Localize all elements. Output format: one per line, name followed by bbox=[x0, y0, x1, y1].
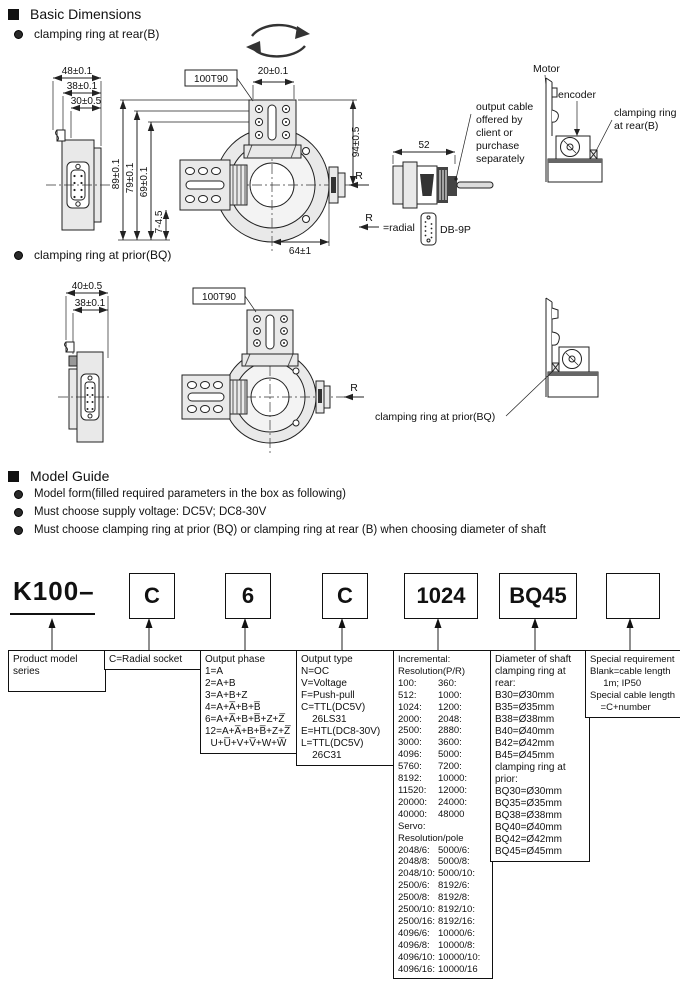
desc-output-phase bbox=[200, 650, 300, 754]
text-line: prior: bbox=[495, 774, 518, 785]
text-line: 40000: 48000 bbox=[398, 808, 465, 820]
text-line: 20000: 24000: bbox=[398, 796, 468, 808]
guide-bullet-3-text: Must choose clamping ring at prior (BQ) or clamping ring at rear (B) when choosing diameter of shaft bbox=[34, 524, 546, 536]
radial-legend-text: =radial bbox=[383, 222, 415, 234]
dim-94: 94±0.5 bbox=[351, 126, 362, 158]
text-line: N=OC bbox=[301, 666, 330, 677]
text-line: 2500/8: 8192/8: bbox=[398, 892, 470, 904]
section-model-guide bbox=[8, 468, 109, 484]
text-line: 26C31 bbox=[301, 750, 342, 761]
cable-note-line2: offered by bbox=[476, 114, 523, 126]
guide-bullet-2 bbox=[14, 506, 266, 518]
text-line: Servo: bbox=[398, 820, 426, 832]
text-line: BQ40=Ø40mm bbox=[495, 822, 562, 833]
text-line: Product model bbox=[13, 654, 78, 665]
text-line: BQ45=Ø45mm bbox=[495, 846, 562, 857]
text-line: Resolution(P/R) bbox=[398, 665, 466, 677]
cable-note-line3: client or bbox=[476, 127, 513, 139]
text-line: 2500: 2880: bbox=[398, 725, 462, 737]
desc-shaft-diameter bbox=[490, 650, 590, 862]
radial-legend-r: R bbox=[365, 212, 373, 224]
text-line: 4096/8: 10000/8: bbox=[398, 939, 475, 951]
dim-7-4-5: 7-4.5 bbox=[154, 210, 165, 234]
text-line: B40=Ø40mm bbox=[495, 726, 555, 737]
text-line: =C+number bbox=[590, 702, 651, 713]
text-line: B35=Ø35mm bbox=[495, 702, 555, 713]
clamp-prior-annotation: clamping ring at prior(BQ) bbox=[375, 411, 496, 423]
text-line: rear: bbox=[495, 678, 516, 689]
text-line: Special cable length bbox=[590, 690, 676, 701]
text-line: 2048/6: 5000/6: bbox=[398, 844, 470, 856]
text-line: 4096/6: 10000/6: bbox=[398, 927, 475, 939]
text-line: 2500/10: 8192/10: bbox=[398, 904, 475, 916]
text-line: clamping ring at bbox=[495, 666, 566, 677]
text-line: 2048/8: 5000/8: bbox=[398, 856, 470, 868]
dim-38: 38±0.1 bbox=[66, 81, 98, 92]
desc-special-requirement bbox=[585, 650, 680, 718]
text-line: 2=A+B bbox=[205, 678, 236, 689]
bullet-prior-label: clamping ring at prior(BQ) bbox=[34, 248, 172, 262]
text-line: C=Radial socket bbox=[109, 654, 183, 665]
model-arrows bbox=[0, 608, 680, 654]
front-view-prior bbox=[182, 288, 364, 453]
text-line: 4096/16: 10000/16 bbox=[398, 963, 478, 975]
front-view-rear bbox=[111, 66, 369, 257]
text-line: 3=A+B+Z bbox=[205, 690, 248, 701]
text-line: U+U̅+V+V̅+W+W̅ bbox=[205, 738, 287, 749]
dim-69: 69±0.1 bbox=[139, 166, 150, 198]
text-line: 5760: 7200: bbox=[398, 761, 462, 773]
guide-bullet-2-text: Must choose supply voltage: DC5V; DC8-30V bbox=[34, 506, 267, 518]
drawing-rear-view bbox=[0, 14, 680, 260]
text-line: 2500/6: 8192/6: bbox=[398, 880, 470, 892]
guide-bullet-1 bbox=[14, 488, 346, 500]
bullet-rear-label: clamping ring at rear(B) bbox=[34, 27, 160, 41]
text-line: BQ35=Ø35mm bbox=[495, 798, 562, 809]
text-line: 512: 1000: bbox=[398, 689, 462, 701]
text-line: 6=A+A̅+B+B̅+Z+Z̅ bbox=[205, 714, 285, 725]
text-line: 4096: 5000: bbox=[398, 749, 462, 761]
text-line: 4=A+A̅+B+B̅ bbox=[205, 702, 261, 713]
model-prefix: K100– bbox=[13, 576, 95, 606]
code-box-output-phase: 6 bbox=[225, 573, 271, 619]
dot-bullet-icon bbox=[14, 490, 23, 499]
text-line: Incremental: bbox=[398, 654, 451, 665]
text-line: 2048/10: 5000/10: bbox=[398, 868, 475, 880]
text-line: F=Push-pull bbox=[301, 690, 355, 701]
output-connector-drawing bbox=[359, 101, 533, 245]
text-line: series bbox=[13, 666, 40, 677]
text-line: 2500/16: 8192/16: bbox=[398, 915, 475, 927]
text-line: 11520: 12000: bbox=[398, 784, 468, 796]
cable-note-line5: separately bbox=[476, 153, 525, 165]
dim-30: 30±0.5 bbox=[70, 96, 102, 107]
dim-79: 79±0.1 bbox=[125, 162, 136, 194]
dot-bullet-icon bbox=[14, 251, 23, 260]
dot-bullet-icon bbox=[14, 508, 23, 517]
desc-product-model bbox=[8, 650, 106, 692]
text-line: 12=A+A̅+B+B̅+Z+Z̅ bbox=[205, 726, 291, 737]
text-line: 26LS31 bbox=[301, 714, 347, 725]
text-line: BQ38=Ø38mm bbox=[495, 810, 562, 821]
guide-bullet-3 bbox=[14, 524, 546, 536]
desc-output-type bbox=[296, 650, 398, 766]
dim-48: 48±0.1 bbox=[61, 66, 93, 77]
dim-89: 89±0.1 bbox=[111, 158, 122, 190]
text-line: B30=Ø30mm bbox=[495, 690, 555, 701]
drawing-prior-view bbox=[0, 268, 680, 468]
clamp-rear-label-line1: clamping ring bbox=[614, 107, 677, 119]
text-line: clamping ring at bbox=[495, 762, 566, 773]
text-line: C=TTL(DC5V) bbox=[301, 702, 366, 713]
side-view-prior bbox=[58, 281, 112, 442]
text-line: 1m; IP50 bbox=[590, 678, 642, 689]
label-100t90-prior: 100T90 bbox=[202, 292, 236, 303]
mounted-view-prior bbox=[375, 298, 598, 423]
text-line: Resolution/pole bbox=[398, 832, 464, 844]
mounted-view-rear bbox=[533, 63, 677, 182]
text-line: BQ42=Ø42mm bbox=[495, 834, 562, 845]
text-line: 3000: 3600: bbox=[398, 737, 462, 749]
text-line: B45=Ø45mm bbox=[495, 750, 555, 761]
text-line: Output phase bbox=[205, 654, 266, 665]
motor-label: Motor bbox=[533, 63, 560, 75]
radial-direction-label: R bbox=[355, 170, 363, 182]
desc-resolution bbox=[393, 650, 493, 979]
text-line: Special requirement bbox=[590, 654, 675, 665]
text-line: 8192: 10000: bbox=[398, 773, 468, 785]
text-line: B42=Ø42mm bbox=[495, 738, 555, 749]
text-line: 100: 360: bbox=[398, 677, 457, 689]
label-100t90: 100T90 bbox=[194, 74, 228, 85]
dim-40: 40±0.5 bbox=[71, 281, 103, 292]
up-arrow-icon bbox=[49, 618, 634, 650]
text-line: Diameter of shaft bbox=[495, 654, 572, 665]
encoder-label: encoder bbox=[558, 89, 596, 101]
code-box-resolution: 1024 bbox=[404, 573, 478, 619]
cable-note-line1: output cable bbox=[476, 101, 534, 113]
rotation-arrows-icon bbox=[246, 25, 310, 56]
text-line: E=HTL(DC8-30V) bbox=[301, 726, 381, 737]
text-line: 1=A bbox=[205, 666, 224, 677]
text-line: 4096/10: 10000/10: bbox=[398, 951, 481, 963]
code-box-socket: C bbox=[129, 573, 175, 619]
text-line: Output type bbox=[301, 654, 353, 665]
text-line: 2000: 2048: bbox=[398, 713, 462, 725]
section-title: Model Guide bbox=[30, 468, 110, 484]
db9p-label: DB-9P bbox=[440, 224, 471, 236]
desc-socket bbox=[104, 650, 204, 670]
text-line: Blank=cable length bbox=[590, 666, 671, 677]
text-line: B38=Ø38mm bbox=[495, 714, 555, 725]
code-box-shaft-diameter: BQ45 bbox=[499, 573, 577, 619]
cable-note-line4: purchase bbox=[476, 140, 520, 152]
guide-bullet-1-text: Model form(filled required parameters in the box as following) bbox=[34, 488, 346, 500]
dim-64: 64±1 bbox=[288, 246, 312, 257]
text-line: V=Voltage bbox=[301, 678, 347, 689]
dot-bullet-icon bbox=[14, 526, 23, 535]
dim-52: 52 bbox=[418, 140, 430, 151]
dim-38-prior: 38±0.1 bbox=[74, 298, 106, 309]
section-title: Basic Dimensions bbox=[30, 6, 142, 22]
dim-20: 20±0.1 bbox=[257, 66, 289, 77]
clamp-rear-label-line2: at rear(B) bbox=[614, 120, 659, 132]
side-view-rear bbox=[46, 66, 112, 230]
code-box-output-type: C bbox=[322, 573, 368, 619]
text-line: 1024: 1200: bbox=[398, 701, 462, 713]
square-bullet-icon bbox=[8, 471, 19, 482]
text-line: L=TTL(DC5V) bbox=[301, 738, 364, 749]
bullet-prior bbox=[14, 248, 171, 262]
radial-direction-label-prior: R bbox=[350, 382, 358, 394]
text-line: BQ30=Ø30mm bbox=[495, 786, 562, 797]
